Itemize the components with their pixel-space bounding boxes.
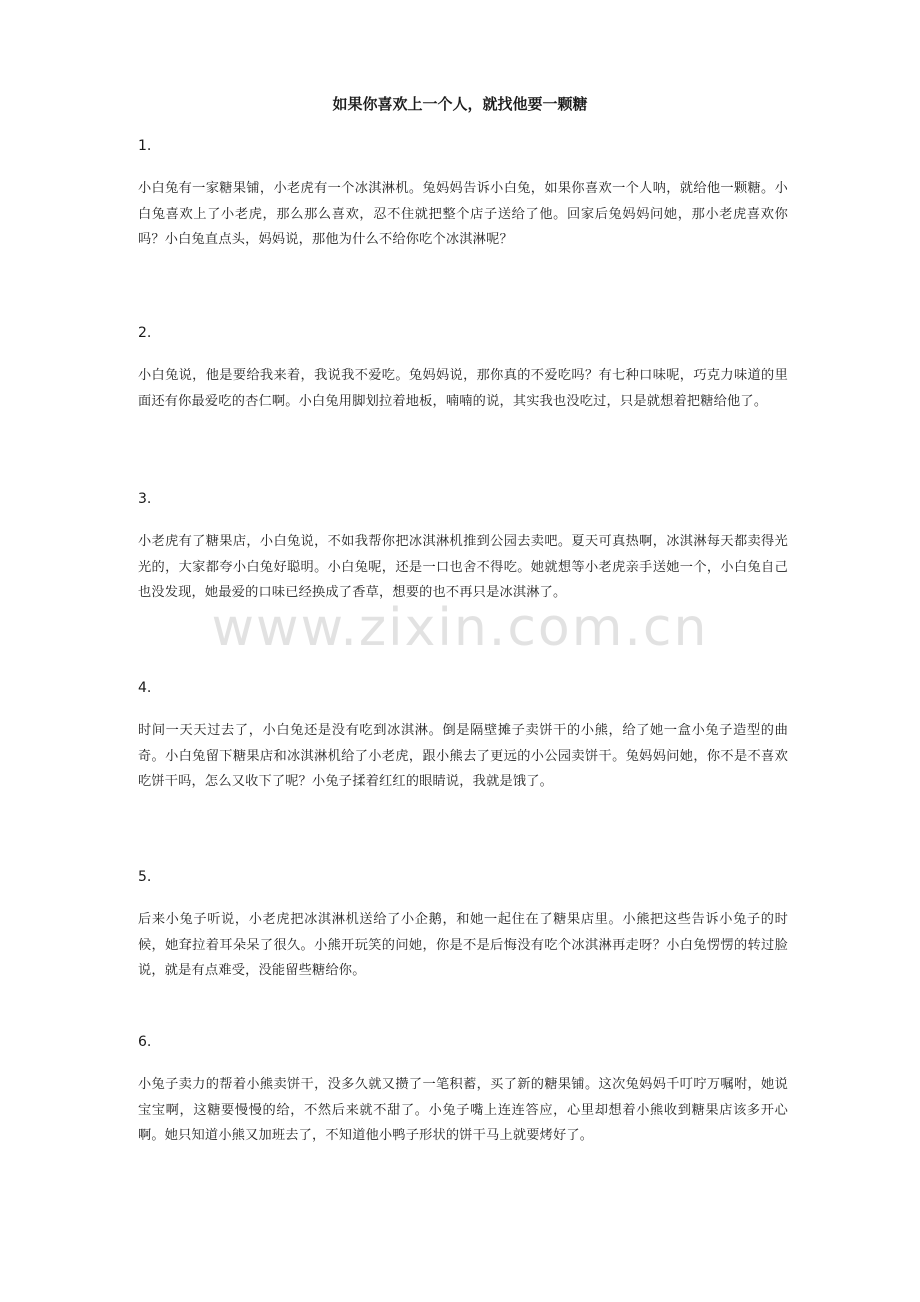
section-number: 3. <box>138 491 152 507</box>
story-section-3 <box>138 489 788 606</box>
story-section-6 <box>138 1032 788 1149</box>
section-number: 5. <box>138 869 152 885</box>
section-number: 2. <box>138 325 152 341</box>
story-section-2 <box>138 323 788 414</box>
section-paragraph: 小兔子卖力的帮着小熊卖饼干，没多久就又攒了一笔积蓄，买了新的糖果铺。这次兔妈妈千叮咛万嘱咐，她说宝宝啊，这糖要慢慢的给，不然后来就不甜了。小兔子嘴上连连答应，心里却想着小熊收到糖果店该多开心啊。她只知道小熊又加班去了，不知道他小鸭子形状的饼干马上就要烤好了。 <box>138 1077 788 1143</box>
section-paragraph: 后来小兔子听说，小老虎把冰淇淋机送给了小企鹅，和她一起住在了糖果店里。小熊把这些告诉小兔子的时候，她耷拉着耳朵呆了很久。小熊开玩笑的问她，你是不是后悔没有吃个冰淇淋再走呀？小白兔愣愣的转过脸说，就是有点难受，没能留些糖给你。 <box>138 912 788 978</box>
story-section-5 <box>138 867 788 984</box>
section-paragraph: 小老虎有了糖果店，小白兔说，不如我帮你把冰淇淋机推到公园去卖吧。夏天可真热啊，冰淇淋每天都卖得光光的，大家都夸小白兔好聪明。小白兔呢，还是一口也舍不得吃。她就想等小老虎亲手送她一个，小白兔自己也没发现，她最爱的口味已经换成了香草，想要的也不再只是冰淇淋了。 <box>138 534 788 600</box>
section-number: 1. <box>138 138 152 154</box>
section-paragraph: 时间一天天过去了，小白兔还是没有吃到冰淇淋。倒是隔壁摊子卖饼干的小熊，给了她一盒小兔子造型的曲奇。小白兔留下糖果店和冰淇淋机给了小老虎，跟小熊去了更远的小公园卖饼干。兔妈妈问她，你不是不喜欢吃饼干吗，怎么又收下了呢？小兔子揉着红红的眼睛说，我就是饿了。 <box>138 723 788 789</box>
section-paragraph: 小白兔说，他是要给我来着，我说我不爱吃。兔妈妈说，那你真的不爱吃吗？有七种口味呢，巧克力味道的里面还有你最爱吃的杏仁啊。小白兔用脚划拉着地板，喃喃的说，其实我也没吃过，只是就想着把糖给他了。 <box>138 368 788 409</box>
section-number: 4. <box>138 680 152 696</box>
section-paragraph: 小白兔有一家糖果铺，小老虎有一个冰淇淋机。兔妈妈告诉小白兔，如果你喜欢一个人呐，就给他一颗糖。小白兔喜欢上了小老虎，那么那么喜欢，忍不住就把整个店子送给了他。回家后兔妈妈问她，那小老虎喜欢你吗？小白兔直点头，妈妈说，那他为什么不给你吃个冰淇淋呢？ <box>138 181 788 247</box>
section-number: 6. <box>138 1034 152 1050</box>
story-section-4 <box>138 678 788 795</box>
story-section-1 <box>138 136 788 253</box>
watermark: www.zixin.com.cn <box>211 598 709 658</box>
document-title: 如果你喜欢上一个人，就找他要一颗糖 <box>332 95 588 113</box>
